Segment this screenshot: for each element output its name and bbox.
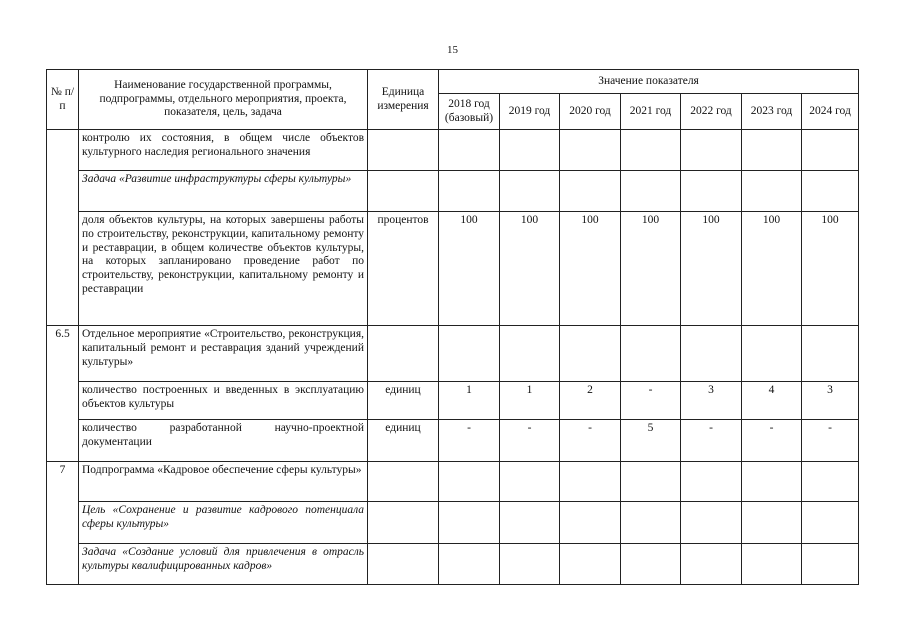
- row-name: Цель «Сохранение и развитие кадрового потенциала сферы культуры»: [79, 502, 368, 544]
- row-unit: единиц: [368, 382, 439, 420]
- header-year: 2021 год: [621, 94, 681, 130]
- row-value: 100: [439, 212, 500, 326]
- row-value: [560, 130, 621, 171]
- row-value: [681, 171, 742, 212]
- header-year: 2023 год: [742, 94, 802, 130]
- row-value: [681, 462, 742, 502]
- row-name: Задача «Развитие инфраструктуры сферы культуры»: [79, 171, 368, 212]
- row-value: [560, 326, 621, 382]
- table-row: [47, 171, 859, 212]
- table-row: [47, 212, 859, 326]
- row-value: [439, 130, 500, 171]
- row-unit: [368, 502, 439, 544]
- row-value: -: [560, 420, 621, 462]
- row-value: [621, 130, 681, 171]
- header-num: № п/п: [47, 70, 79, 130]
- table-row: [47, 326, 859, 382]
- row-value: [742, 171, 802, 212]
- row-value: [500, 544, 560, 585]
- row-value: [742, 462, 802, 502]
- row-unit: [368, 462, 439, 502]
- table-row: [47, 420, 859, 462]
- row-value: -: [742, 420, 802, 462]
- row-value: [802, 171, 859, 212]
- header-year: 2024 год: [802, 94, 859, 130]
- row-value: [802, 544, 859, 585]
- row-value: [681, 502, 742, 544]
- row-value: [500, 171, 560, 212]
- row-value: [621, 326, 681, 382]
- row-name: контролю их состояния, в общем числе объектов культурного наследия регионального значения: [79, 130, 368, 171]
- row-value: 100: [742, 212, 802, 326]
- row-value: [802, 502, 859, 544]
- row-unit: процентов: [368, 212, 439, 326]
- row-name: Отдельное мероприятие «Строительство, реконструкция, капитальный ремонт и реставрация зданий учреждений культуры»: [79, 326, 368, 382]
- row-value: [621, 171, 681, 212]
- row-value: [500, 130, 560, 171]
- row-value: -: [681, 420, 742, 462]
- row-value: [681, 544, 742, 585]
- row-value: -: [621, 382, 681, 420]
- row-num: 7: [47, 462, 79, 585]
- row-value: [681, 326, 742, 382]
- row-name: Задача «Создание условий для привлечения в отрасль культуры квалифицированных кадров»: [79, 544, 368, 585]
- row-value: [500, 502, 560, 544]
- row-value: [560, 502, 621, 544]
- row-value: -: [500, 420, 560, 462]
- row-value: 4: [742, 382, 802, 420]
- table-row: [47, 382, 859, 420]
- row-value: 3: [802, 382, 859, 420]
- row-value: [802, 130, 859, 171]
- row-value: [802, 462, 859, 502]
- row-name: доля объектов культуры, на которых завершены работы по строительству, реконструкции, капитальному ремонту и реставрации, в общем количестве объектов культуры, на которых запланировано проведение работ по строительству, реконструкции, капитальному ремонту и реставрации: [79, 212, 368, 326]
- row-value: [621, 544, 681, 585]
- header-name: Наименование государственной программы, подпрограммы, отдельного мероприятия, проекта, показателя, цель, задача: [79, 70, 368, 130]
- row-value: 100: [560, 212, 621, 326]
- row-value: 100: [500, 212, 560, 326]
- row-value: [560, 171, 621, 212]
- row-value: -: [439, 420, 500, 462]
- row-value: 100: [681, 212, 742, 326]
- row-num: [47, 130, 79, 326]
- header-value: Значение показателя: [439, 70, 859, 94]
- row-unit: [368, 130, 439, 171]
- row-num: 6.5: [47, 326, 79, 462]
- row-value: [681, 130, 742, 171]
- row-name: Подпрограмма «Кадровое обеспечение сферы культуры»: [79, 462, 368, 502]
- row-name: количество разработанной научно-проектной документации: [79, 420, 368, 462]
- header-year: 2019 год: [500, 94, 560, 130]
- row-name: количество построенных и введенных в эксплуатацию объектов культуры: [79, 382, 368, 420]
- row-value: [439, 462, 500, 502]
- row-value: [439, 326, 500, 382]
- row-value: [742, 502, 802, 544]
- row-value: [560, 462, 621, 502]
- row-value: -: [802, 420, 859, 462]
- row-unit: единиц: [368, 420, 439, 462]
- row-value: [742, 544, 802, 585]
- row-value: 100: [621, 212, 681, 326]
- row-value: [500, 326, 560, 382]
- header-row-1: [47, 70, 859, 94]
- row-unit: [368, 326, 439, 382]
- indicators-table: [46, 69, 859, 585]
- row-value: [742, 326, 802, 382]
- row-value: [621, 502, 681, 544]
- table-row: [47, 502, 859, 544]
- row-value: [439, 502, 500, 544]
- row-value: [802, 326, 859, 382]
- header-unit: Единица измерения: [368, 70, 439, 130]
- row-value: [742, 130, 802, 171]
- page-number: 15: [447, 44, 458, 56]
- row-value: [439, 171, 500, 212]
- row-value: 100: [802, 212, 859, 326]
- table-row: [47, 544, 859, 585]
- row-value: [560, 544, 621, 585]
- table-row: [47, 462, 859, 502]
- row-value: [500, 462, 560, 502]
- row-value: 3: [681, 382, 742, 420]
- row-value: [439, 544, 500, 585]
- row-value: 5: [621, 420, 681, 462]
- row-unit: [368, 544, 439, 585]
- row-unit: [368, 171, 439, 212]
- row-value: [621, 462, 681, 502]
- table-row: [47, 130, 859, 171]
- row-value: 1: [439, 382, 500, 420]
- header-year: 2020 год: [560, 94, 621, 130]
- row-value: 2: [560, 382, 621, 420]
- row-value: 1: [500, 382, 560, 420]
- header-year: 2022 год: [681, 94, 742, 130]
- header-year: 2018 год (базовый): [439, 94, 500, 130]
